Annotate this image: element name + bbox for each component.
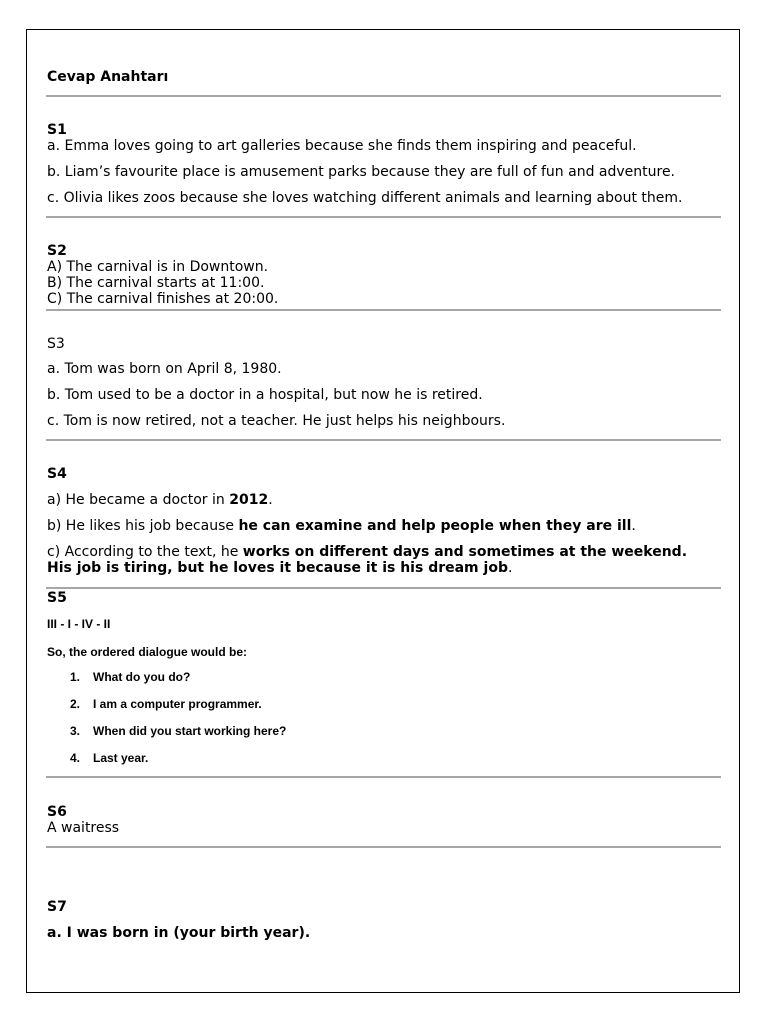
s6-answer: A waitress [47,820,120,836]
page-title: Cevap Anahtarı [47,69,169,85]
s4-a-text: a) He became a doctor in [47,492,230,508]
list-item: What do you do? [93,670,191,684]
s4-c-bold: works on different days and sometimes at the weekend. [242,544,688,560]
s7-answer-a: a. I was born in (your birth year). [47,925,311,941]
s4-b-end: . [631,518,636,534]
s4-c-end: . [507,560,513,576]
s1-answer-a: a. Emma loves going to art galleries because she finds them inspiring and peaceful. [47,138,637,154]
list-number: 4. [70,751,81,765]
s5-label: S5 [47,590,67,606]
s1-answer-b: b. Liam’s favourite place is amusement parks because they are full of fun and adventure. [47,164,676,180]
divider [46,776,721,778]
s3-answer-c: c. Tom is now retired, not a teacher. He just helps his neighbours. [47,413,506,429]
s4-answer-c-cont [47,560,512,576]
divider [46,587,721,589]
s5-intro: So, the ordered dialogue would be: [47,645,248,659]
divider [46,439,721,441]
list-number: 3. [70,724,81,738]
s4-answer-a [47,492,273,508]
list-number: 2. [70,697,81,711]
s3-answer-a: a. Tom was born on April 8, 1980. [47,361,282,377]
s4-label: S4 [47,466,67,482]
s2-answer-c: C) The carnival finishes at 20:00. [47,291,279,307]
list-item: Last year. [93,751,149,765]
list-number: 1. [70,670,81,684]
divider [46,309,721,311]
s2-answer-a: A) The carnival is in Downtown. [47,259,269,275]
s7-label: S7 [47,899,67,915]
s4-a-end: . [268,492,273,508]
s6-label: S6 [47,804,67,820]
s2-answer-b: B) The carnival starts at 11:00. [47,275,265,291]
list-item: I am a computer programmer. [93,697,262,711]
s4-b-bold: he can examine and help people when they are ill [238,518,632,534]
divider [46,216,721,218]
s4-answer-b [47,518,636,534]
divider [46,846,721,848]
s4-b-text: b) He likes his job because [47,518,239,534]
s4-answer-c [47,544,687,560]
s4-c-bold2: His job is tiring, but he loves it because it is his dream job [47,560,508,576]
s4-c-text: c) According to the text, he [47,544,243,560]
divider [46,95,721,97]
list-item: When did you start working here? [93,724,287,738]
s5-order: III - I - IV - II [47,617,111,631]
s3-answer-b: b. Tom used to be a doctor in a hospital, but now he is retired. [47,387,483,403]
s1-answer-c: c. Olivia likes zoos because she loves watching different animals and learning about them. [47,190,683,206]
s3-label: S3 [47,336,65,352]
s2-label: S2 [47,243,67,259]
s4-a-bold: 2012 [229,492,269,508]
s1-label: S1 [47,122,67,138]
